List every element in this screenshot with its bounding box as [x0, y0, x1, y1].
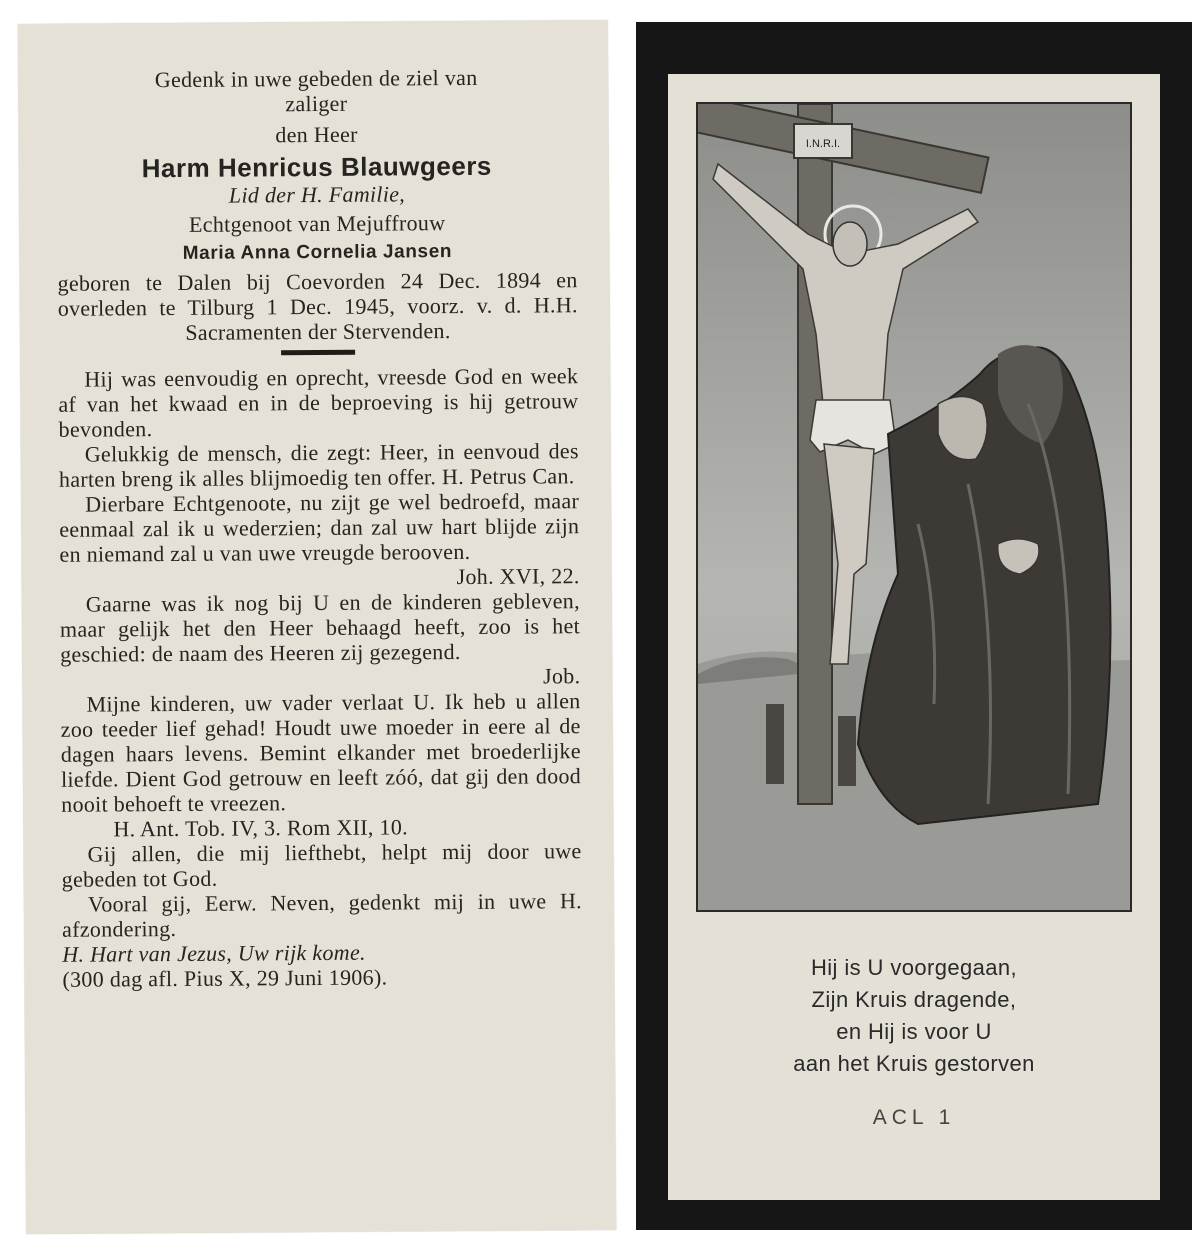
- verse-line: en Hij is voor U: [836, 1019, 992, 1044]
- card-code: ACL 1: [872, 1106, 956, 1129]
- closing-prayer: H. Hart van Jezus, Uw rijk kome.: [62, 939, 366, 967]
- text-paragraph: [59, 488, 580, 592]
- wooden-post: [838, 716, 856, 786]
- scripture-reference: H. Petrus Can.: [441, 463, 575, 490]
- crucifixion-illustration: [698, 104, 1130, 910]
- crucifixion-engraving: [696, 102, 1132, 912]
- paragraph-text: Gelukkig de mensch, die zegt: Heer, in eenvoud des harten breng ik alles blijmoedig ten offer.: [58, 438, 579, 492]
- text-paragraph: Hij was eenvoudig en oprecht, vreesde God en week af van het kwaad en in de beproeving is hij getrouw bevonden.: [58, 363, 579, 442]
- paragraph-text: Mijne kinderen, uw vader verlaat U. Ik heb u allen zoo teeder lief gehad! Houdt uwe moeder in eere al de dagen haars levens. Bemint elkander met broederlijke liefde. Dient God getrouw en leeft zóó, dat gij den dood nooit behoeft te vreezen.: [60, 688, 582, 817]
- membership-line: Lid der H. Familie,: [228, 181, 406, 208]
- scripture-reference: Joh. XVI, 22.: [456, 563, 580, 590]
- memorial-text-block: [56, 64, 582, 992]
- paragraph-text: Gaarne was ik nog bij U en de kinderen gebleven, maar gelijk het den Heer behaagd heeft, zoo is het geschied: de naam des Heeren zij gezegend.: [59, 588, 581, 667]
- opening-line: Gedenk in uwe gebeden de ziel van: [154, 64, 478, 93]
- text-paragraph: Vooral gij, Eerw. Neven, gedenkt mij in uwe H. afzondering.: [62, 888, 583, 942]
- text-paragraph: [60, 588, 581, 692]
- text-paragraph: Gij allen, die mij liefthebt, helpt mij door uwe gebeden tot God.: [61, 838, 582, 892]
- text-paragraph: [60, 688, 581, 842]
- divider-rule: [281, 350, 355, 356]
- card-inner-panel: [668, 74, 1160, 1200]
- verse-line: Hij is U voorgegaan,: [810, 955, 1018, 980]
- scripture-reference: Job.: [542, 663, 581, 689]
- christ-head: [833, 222, 867, 266]
- spouse-name: Maria Anna Cornelia Jansen: [182, 241, 453, 264]
- paragraph-text: Dierbare Echtgenoote, nu zijt ge wel bedroefd, maar eenmaal zal ik u wederzien; dan zal uw hart blijde zijn en niemand zal u van uwe vreugde berooven.: [59, 488, 580, 567]
- deceased-name: Harm Henricus Blauwgeers: [141, 150, 492, 184]
- spouse-intro: Echtgenoot van Mejuffrouw: [188, 210, 446, 237]
- verse-line: Zijn Kruis dragende,: [811, 987, 1017, 1012]
- memorial-card-picture-side: [636, 22, 1192, 1230]
- opening-line: den Heer: [275, 121, 358, 148]
- text-paragraph: [59, 438, 579, 492]
- verse-line: aan het Kruis gestorven: [793, 1051, 1035, 1076]
- opening-line: zaliger: [285, 90, 348, 117]
- birth-death-line: geboren te Dalen bij Coevorden 24 Dec. 1894 en overleden te Tilburg 1 Dec. 1945, voorz. v. d. H.H. Sacramenten der Stervenden.: [57, 267, 578, 345]
- memorial-card-text-side: [18, 20, 616, 1234]
- verse-block: [668, 952, 1160, 1080]
- indulgence-note: (300 dag afl. Pius X, 29 Juni 1906).: [62, 964, 388, 992]
- scripture-reference: H. Ant. Tob. IV, 3. Rom XII, 10.: [113, 814, 408, 842]
- wooden-post: [766, 704, 784, 784]
- inri-text: I.N.R.I.: [805, 138, 841, 150]
